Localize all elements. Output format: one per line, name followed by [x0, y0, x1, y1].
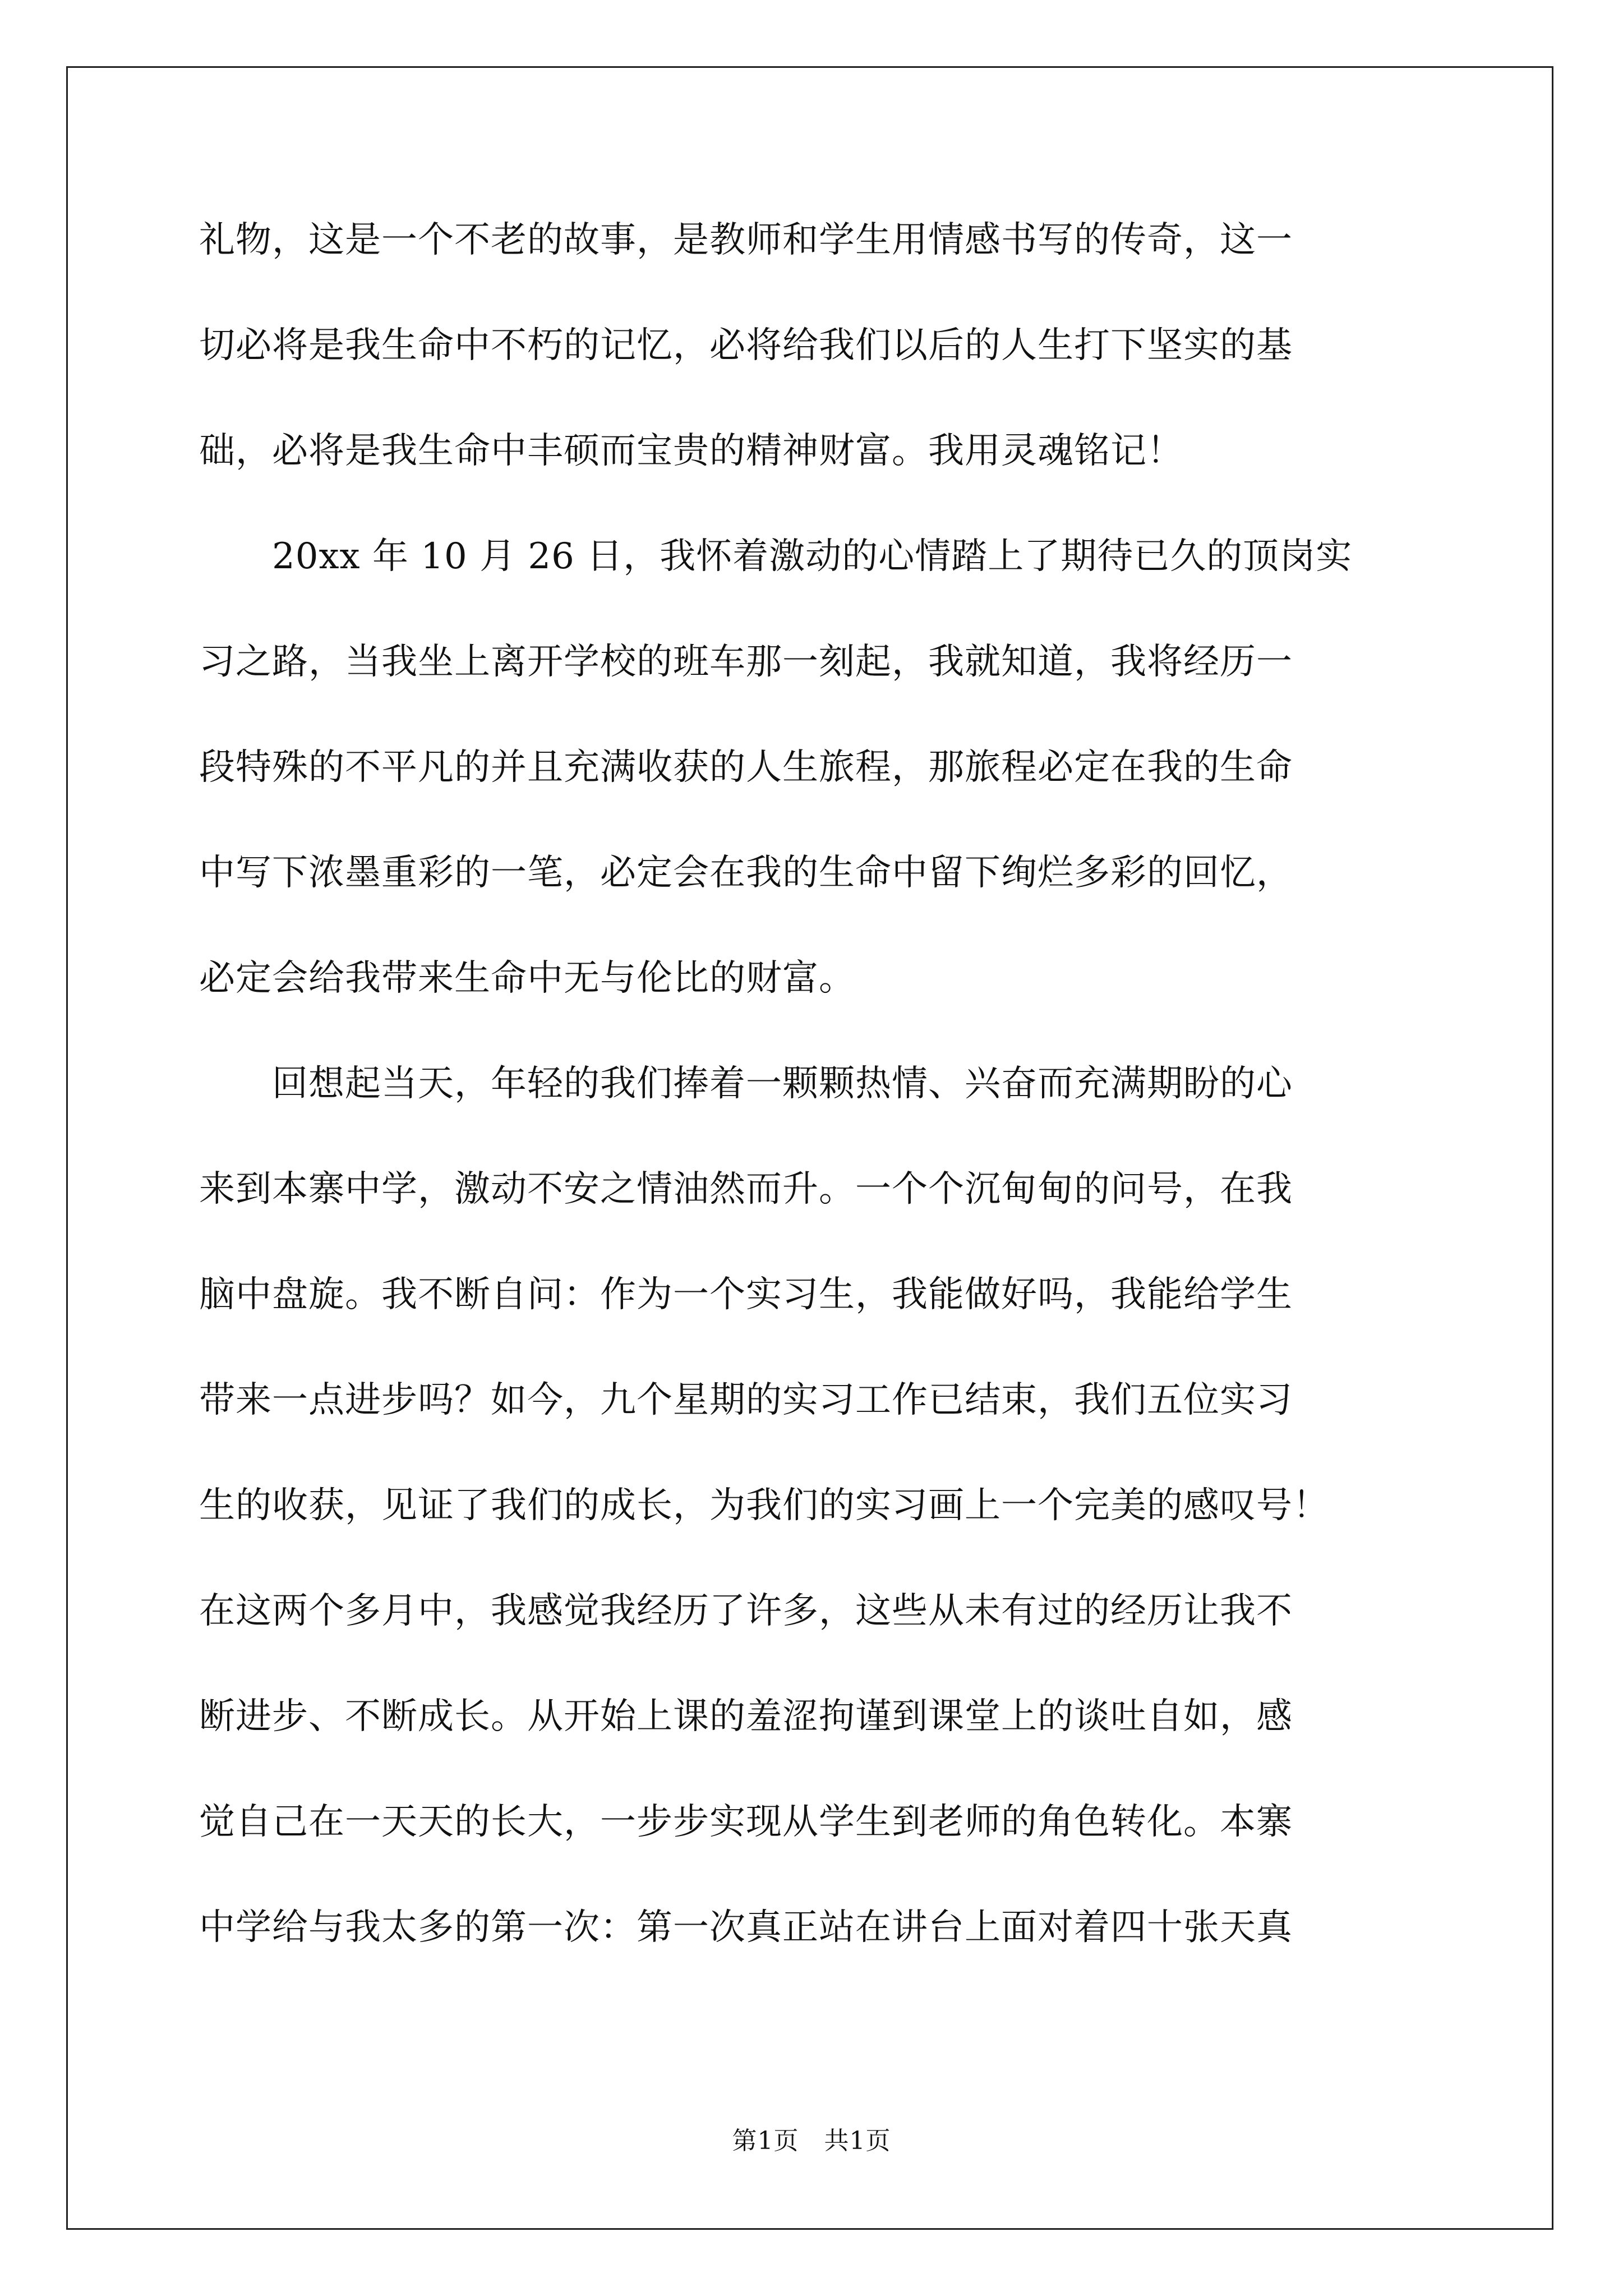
- text-line: 必定会给我带来生命中无与伦比的财富。: [199, 958, 855, 999]
- page-number-footer: 第1页 共1页: [732, 2127, 891, 2155]
- text-line: 脑中盘旋。我不断自问：作为一个实习生，我能做好吗，我能给学生: [199, 1274, 1293, 1315]
- text-line: 中写下浓墨重彩的一笔，必定会在我的生命中留下绚烂多彩的回忆，: [199, 852, 1293, 894]
- text-line: 切必将是我生命中不朽的记忆，必将给我们以后的人生打下坚实的基: [199, 325, 1293, 366]
- text-line: 回想起当天，年轻的我们捧着一颗颗热情、兴奋而充满期盼的心: [272, 1063, 1293, 1105]
- text-line: 础，必将是我生命中丰硕而宝贵的精神财富。我用灵魂铭记！: [199, 430, 1183, 472]
- text-line: 礼物，这是一个不老的故事，是教师和学生用情感书写的传奇，这一: [199, 219, 1293, 261]
- text-line: 断进步、不断成长。从开始上课的羞涩拘谨到课堂上的谈吐自如，感: [199, 1696, 1293, 1737]
- text-line: 中学给与我太多的第一次：第一次真正站在讲台上面对着四十张天真: [199, 1907, 1293, 1948]
- text-line: 带来一点进步吗？如今，九个星期的实习工作已结束，我们五位实习: [199, 1379, 1293, 1421]
- text-line: 觉自己在一天天的长大，一步步实现从学生到老师的角色转化。本寨: [199, 1801, 1293, 1843]
- text-line: 段特殊的不平凡的并且充满收获的人生旅程，那旅程必定在我的生命: [199, 747, 1293, 788]
- text-line: 来到本寨中学，激动不安之情油然而升。一个个沉甸甸的问号，在我: [199, 1168, 1293, 1210]
- text-line: 在这两个多月中，我感觉我经历了许多，这些从未有过的经历让我不: [199, 1590, 1293, 1632]
- document-body: [199, 216, 1438, 2009]
- text-line: 20xx 年 10 月 26 日，我怀着激动的心情踏上了期待已久的顶岗实: [272, 536, 1353, 577]
- text-line: 习之路，当我坐上离开学校的班车那一刻起，我就知道，我将经历一: [199, 641, 1293, 683]
- text-line: 生的收获，见证了我们的成长，为我们的实习画上一个完美的感叹号！: [199, 1485, 1329, 1526]
